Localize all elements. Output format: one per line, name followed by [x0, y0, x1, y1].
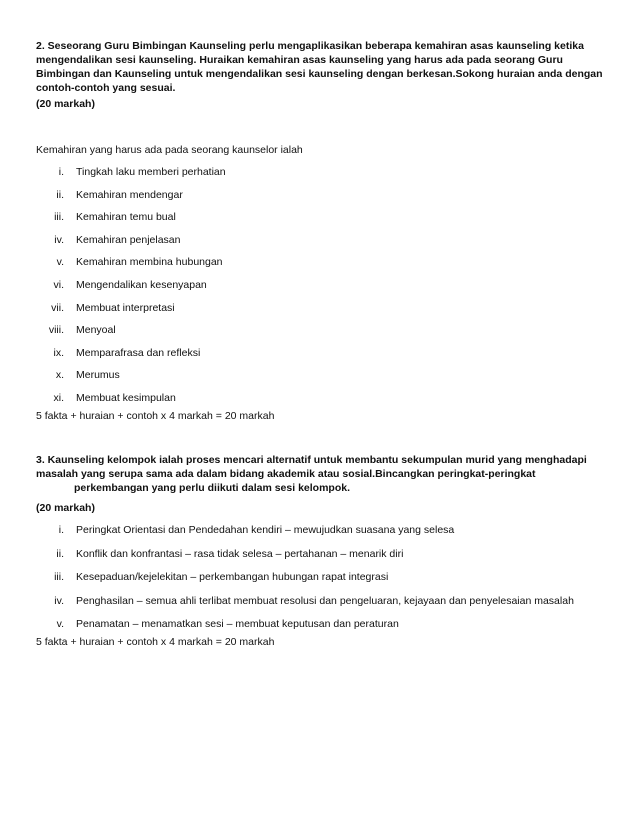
list-item-number: iii. — [54, 211, 64, 224]
list-item-number: xi. — [53, 391, 64, 404]
list-item-text: Peringkat Orientasi dan Pendedahan kendiri – mewujudkan suasana yang selesa — [76, 524, 455, 536]
question-2-heading — [36, 39, 608, 95]
question-3-line-2: masalah yang serupa sama ada dalam bidang akademik atau sosial.Bincangkan peringkat-peringkat — [36, 468, 536, 480]
list-item-number: iii. — [54, 571, 64, 583]
list-item-number: iv. — [54, 233, 64, 246]
list-item-number: viii. — [48, 324, 64, 337]
question-2-mark-formula: 5 fakta + huraian + contoh x 4 markah = 20 markah — [36, 410, 275, 422]
list-item-number: ii. — [56, 547, 64, 560]
question-3-marks: (20 markah) — [36, 502, 95, 514]
list-item-text: Penamatan – menamatkan sesi – membuat keputusan dan peraturan — [76, 618, 399, 630]
question-3-heading — [36, 453, 608, 495]
question-2-line-2: mengendalikan sesi kaunseling. Huraikan kemahiran asas kaunseling yang harus ada pada seorang Guru — [36, 54, 563, 66]
list-item-number: v. — [56, 618, 64, 630]
question-3-line-1: 3. Kaunseling kelompok ialah proses mencari alternatif untuk membantu sekumpulan murid yang menghadapi — [36, 454, 587, 466]
list-item-number: x. — [55, 369, 64, 382]
list-item-text: Menyoal — [76, 324, 116, 337]
list-item-number: i. — [58, 524, 64, 536]
question-2-intro: Kemahiran yang harus ada pada seorang kaunselor ialah — [36, 144, 303, 156]
list-item-number: iv. — [54, 594, 64, 607]
question-3-line-3: perkembangan yang perlu diikuti dalam sesi kelompok. — [74, 482, 350, 494]
list-item-number: v. — [56, 256, 64, 269]
list-item-text: Tingkah laku memberi perhatian — [76, 166, 226, 178]
list-item-text: Kemahiran mendengar — [76, 188, 183, 201]
list-item-number: ii. — [56, 188, 64, 201]
list-item-text: Kemahiran membina hubungan — [76, 256, 223, 269]
list-item-text: Memparafrasa dan refleksi — [76, 346, 201, 359]
list-item-number: i. — [58, 166, 64, 178]
list-item-text: Merumus — [76, 369, 120, 382]
question-2-line-4: contoh-contoh yang sesuai. — [36, 82, 176, 94]
list-item-text: Kemahiran penjelasan — [76, 233, 181, 246]
list-item-number: vii. — [51, 301, 64, 314]
list-item-number: ix. — [53, 346, 64, 359]
question-2-line-3: Bimbingan dan Kaunseling untuk mengendalikan sesi kaunseling dengan berkesan.Sokong huraian anda dengan — [36, 68, 603, 80]
question-3-mark-formula: 5 fakta + huraian + contoh x 4 markah = 20 markah — [36, 636, 275, 648]
question-2-line-1: 2. Seseorang Guru Bimbingan Kaunseling perlu mengaplikasikan beberapa kemahiran asas kaunseling ketika — [36, 40, 584, 52]
list-item-number: vi. — [53, 278, 64, 291]
list-item-text: Konflik dan konfrantasi – rasa tidak selesa – pertahanan – menarik diri — [76, 547, 404, 560]
list-item-text: Mengendalikan kesenyapan — [76, 278, 207, 291]
question-2-marks: (20 markah) — [36, 98, 95, 110]
list-item-text: Kemahiran temu bual — [76, 211, 176, 224]
list-item-text: Kesepaduan/kejelekitan – perkembangan hubungan rapat integrasi — [76, 571, 389, 583]
list-item-text: Penghasilan – semua ahli terlibat membuat resolusi dan pengeluaran, kejayaan dan penyelesaian masalah — [76, 594, 574, 607]
list-item-text: Membuat kesimpulan — [76, 391, 176, 404]
list-item-text: Membuat interpretasi — [76, 301, 175, 314]
